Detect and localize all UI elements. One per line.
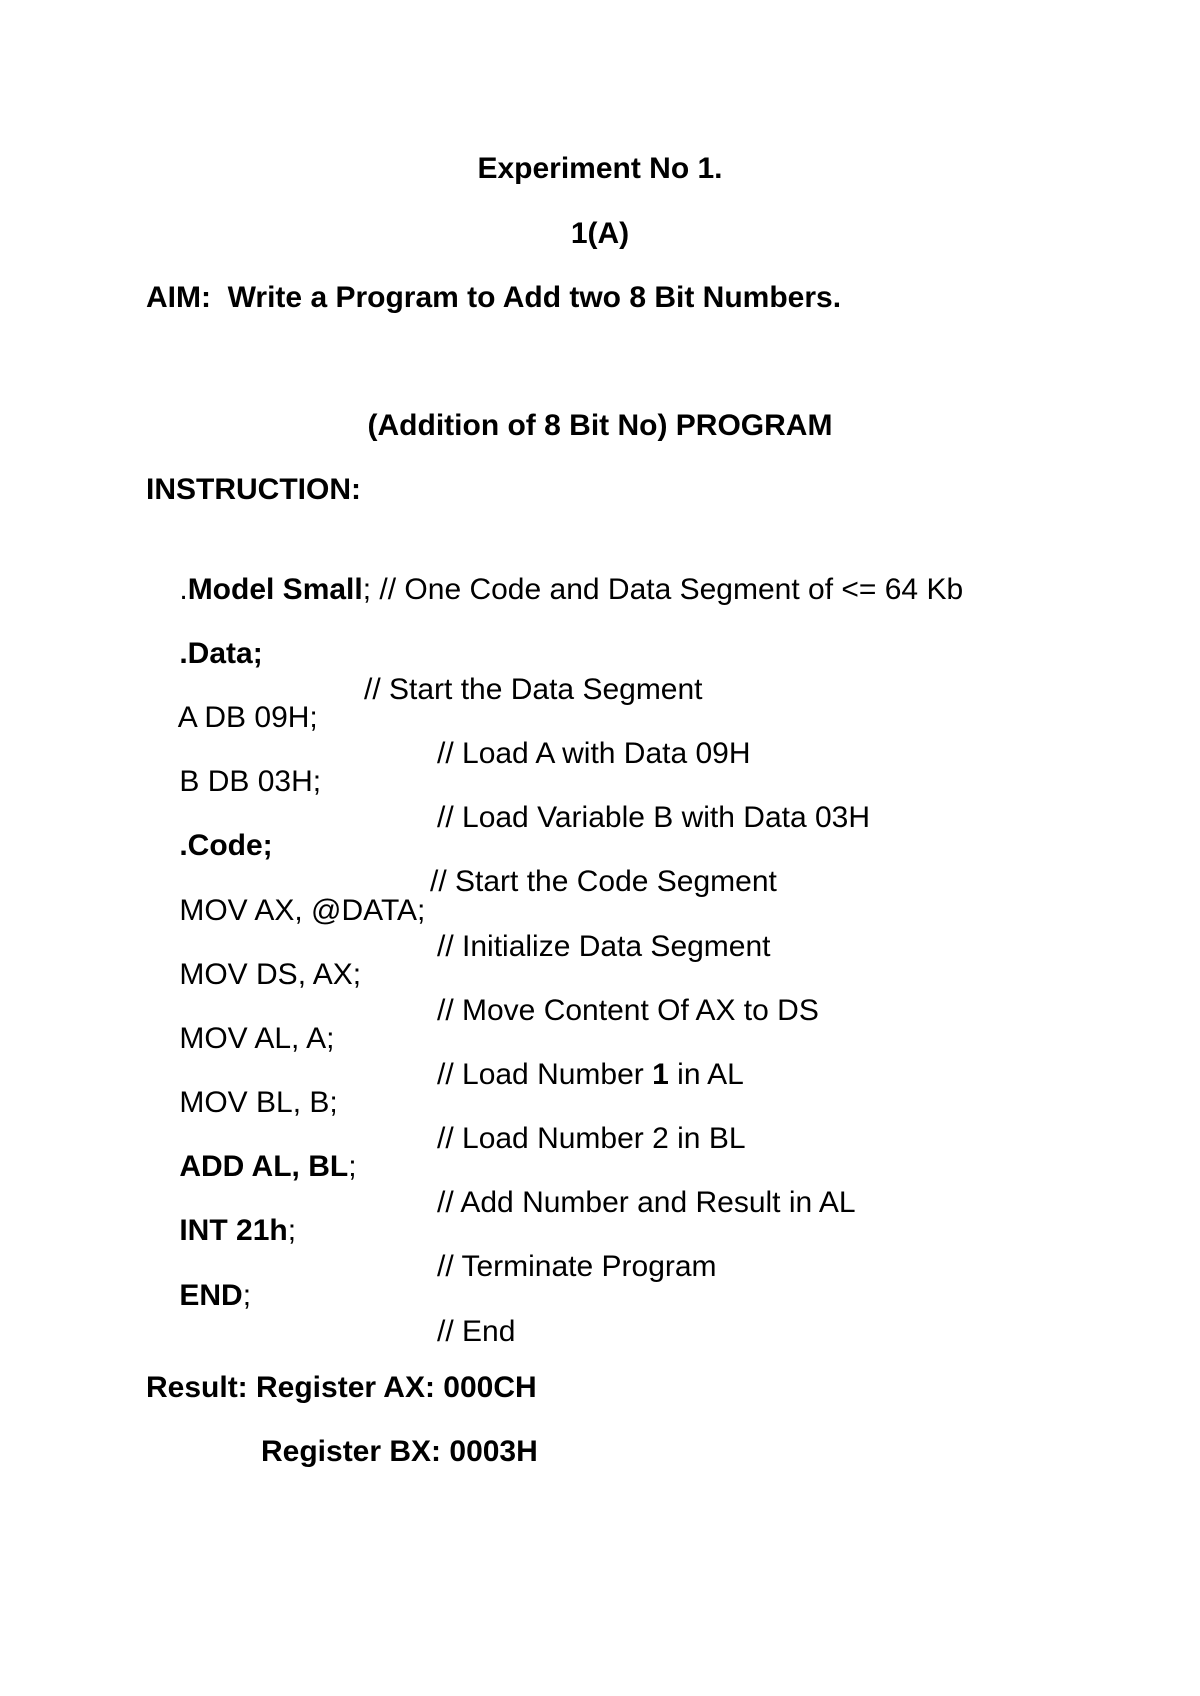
code-text: END <box>179 1279 243 1312</box>
code-text: MOV DS, AX; <box>179 958 362 991</box>
code-text: B DB 03H; <box>179 765 322 798</box>
code-comment: // Terminate Program <box>437 1250 717 1283</box>
code-suffix: ; <box>348 1150 357 1183</box>
comment-part: in AL <box>668 1058 744 1091</box>
code-text: INT 21h <box>179 1214 288 1247</box>
code-suffix: ; <box>362 573 372 606</box>
code-suffix: ; <box>242 1279 252 1312</box>
code-text: MOV AL, A; <box>179 1022 335 1055</box>
code-text: .Data; <box>179 637 263 670</box>
code-comment: // Load A with Data 09H <box>437 737 751 770</box>
code-text: MOV BL, B; <box>179 1086 338 1119</box>
code-comment: // Start the Data Segment <box>364 673 703 706</box>
code-comment: // Move Content Of AX to DS <box>437 994 819 1027</box>
result-line-ax: Result: Register AX: 000CH <box>146 1371 537 1404</box>
code-comment: // Load Variable B with Data 03H <box>437 801 871 834</box>
code-suffix: ; <box>287 1214 297 1247</box>
comment-bold-number: 1 <box>652 1058 669 1091</box>
code-line-model <box>146 536 963 644</box>
code-comment: // End <box>437 1315 516 1348</box>
code-text: A DB 09H; <box>177 701 318 734</box>
instruction-label: INSTRUCTION: <box>146 473 361 506</box>
code-text: Model Small <box>187 573 363 606</box>
code-comment <box>437 1057 744 1093</box>
code-line-end <box>146 1242 516 1386</box>
code-dot: . <box>179 573 188 606</box>
code-comment: // Initialize Data Segment <box>437 930 771 963</box>
program-heading: (Addition of 8 Bit No) PROGRAM <box>367 409 833 442</box>
aim-statement: AIM: Write a Program to Add two 8 Bit Numbers. <box>146 281 842 314</box>
experiment-subtitle: 1(A) <box>570 217 630 250</box>
code-comment: // Load Number 2 in BL <box>437 1122 746 1155</box>
experiment-title: Experiment No 1. <box>477 152 723 185</box>
code-text: ADD AL, BL <box>179 1150 349 1183</box>
result-line-bx: Register BX: 0003H <box>261 1435 538 1468</box>
code-comment: // One Code and Data Segment of <= 64 Kb <box>371 573 964 606</box>
code-comment: // Start the Code Segment <box>430 865 777 898</box>
code-text: .Code; <box>179 829 273 862</box>
code-text: MOV AX, @DATA; <box>179 894 426 927</box>
comment-part: // Load Number <box>437 1058 653 1091</box>
code-comment: // Add Number and Result in AL <box>437 1186 856 1219</box>
